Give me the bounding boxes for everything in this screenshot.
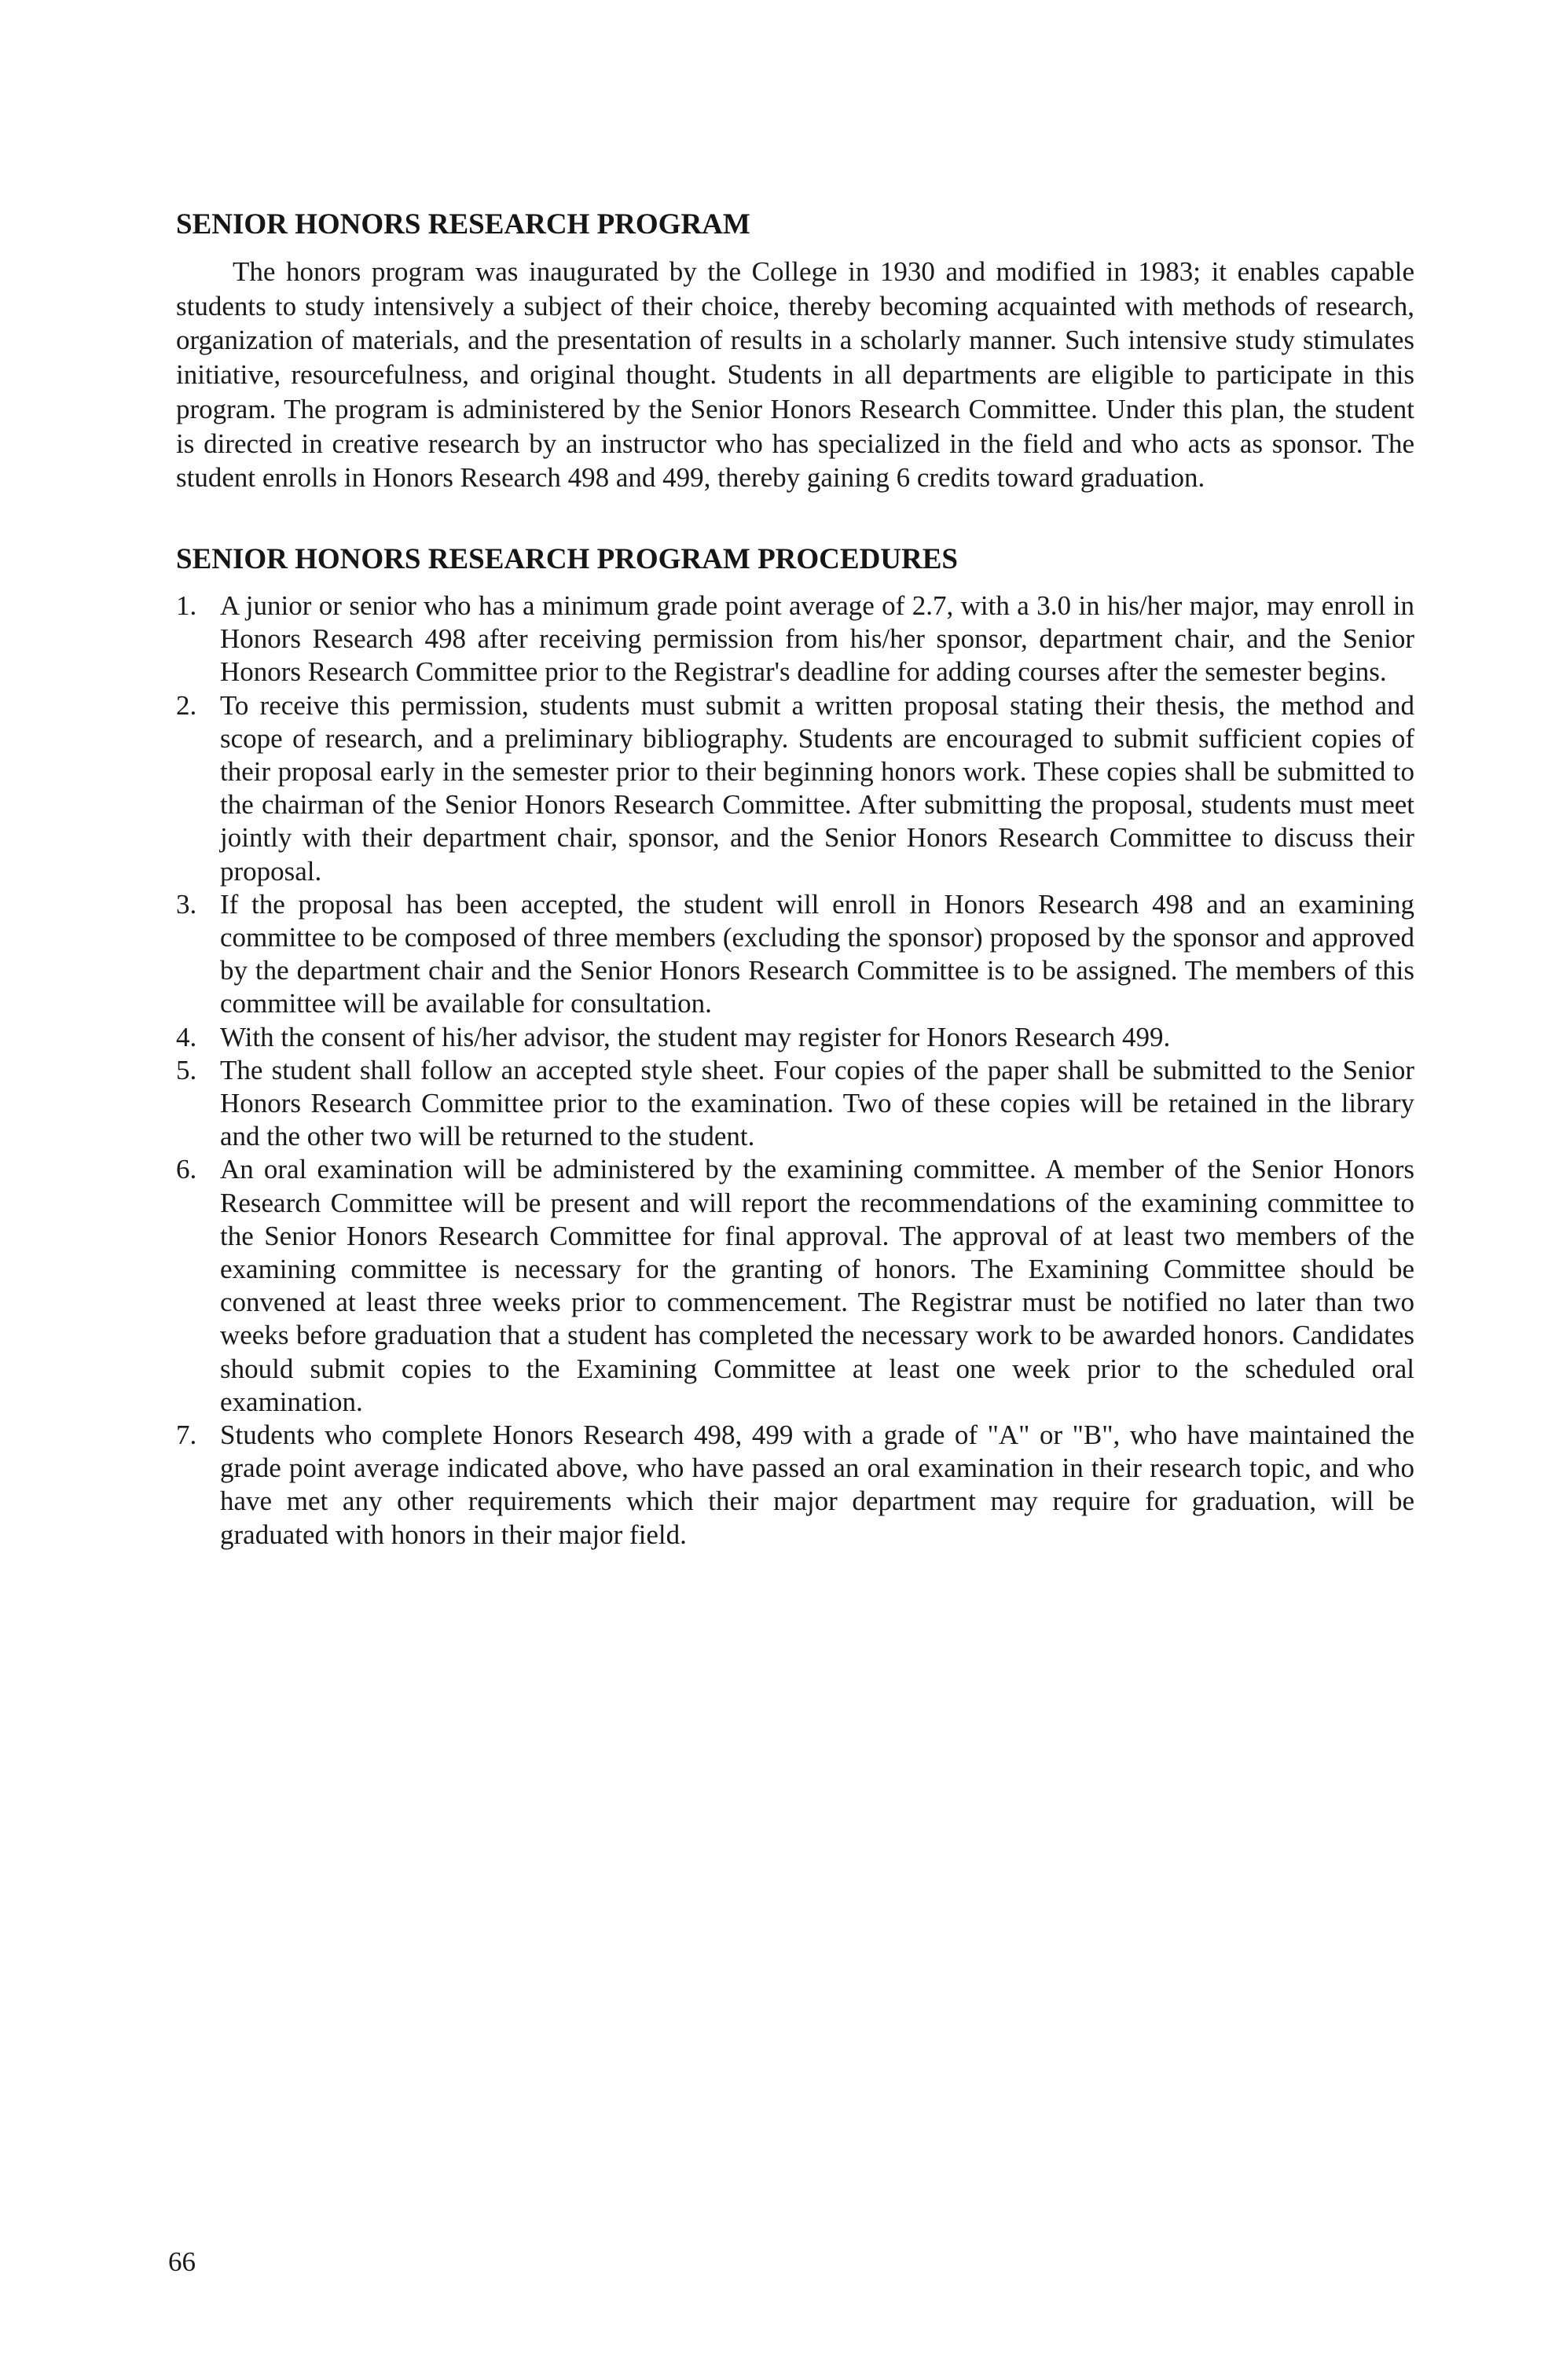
procedure-text: An oral examination will be administered by the examining committee. A member of the Senior Honors Research Committee will be present and will report the recommendations of the examining committee to the Senior Honors Research Committee for final approval. The approval of at least two members of the examining committee is necessary for the granting of honors. The Examining Committee should be convened at least three weeks prior to commencement. The Registrar must be notified no later than two weeks before graduation that a student has completed the necessary work to be awarded honors. Candidates should submit copies to the Examining Committee at least one week prior to the scheduled oral examination. — [220, 1154, 1414, 1417]
page-number: 66 — [168, 2246, 196, 2277]
procedures-list — [176, 589, 1414, 1552]
procedure-number: 3. — [176, 888, 197, 920]
procedure-text: If the proposal has been accepted, the student will enroll in Honors Research 498 and an examining committee to be composed of three members (excluding the sponsor) proposed by the sponsor and approved by the department chair and the Senior Honors Research Committee is to be assigned. The members of this committee will be available for consultation. — [220, 888, 1414, 1019]
procedure-number: 1. — [176, 589, 197, 621]
document-page — [176, 206, 1414, 1552]
procedure-text: Students who complete Honors Research 498, 499 with a grade of "A" or "B", who have maintained the grade point average indicated above, who have passed an oral examination in their research topic, and who have met any other requirements which their major department may require for graduation, will be graduated with honors in their major field. — [220, 1420, 1414, 1550]
procedure-text: To receive this permission, students must submit a written proposal stating their thesis, the method and scope of research, and a preliminary bibliography. Students are encouraged to submit sufficient copies of their proposal early in the semester prior to their beginning honors work. These copies shall be submitted to the chairman of the Senior Honors Research Committee. After submitting the proposal, students must meet jointly with their department chair, sponsor, and the Senior Honors Research Committee to discuss their proposal. — [220, 689, 1414, 887]
procedure-number: 5. — [176, 1054, 197, 1085]
procedure-item — [176, 888, 1414, 1021]
procedure-text: The student shall follow an accepted style sheet. Four copies of the paper shall be submitted to the Senior Honors Research Committee prior to the examination. Two of these copies will be retained in the library and the other two will be returned to the student. — [220, 1054, 1414, 1152]
procedure-item — [176, 1021, 1414, 1054]
procedure-item — [176, 1419, 1414, 1552]
program-description-paragraph: The honors program was inaugurated by the College in 1930 and modified in 1983; it enables capable students to study intensively a subject of their choice, thereby becoming acquainted with methods of research, organization of materials, and the presentation of results in a scholarly manner. Such intensive study stimulates initiative, resourcefulness, and original thought. Students in all departments are eligible to participate in this program. The program is administered by the Senior Honors Research Committee. Under this plan, the student is directed in creative research by an instructor who has specialized in the field and who acts as sponsor. The student enrolls in Honors Research 498 and 499, thereby gaining 6 credits toward graduation. — [176, 256, 1414, 494]
procedure-number: 6. — [176, 1154, 197, 1185]
section-heading-program: SENIOR HONORS RESEARCH PROGRAM — [176, 208, 750, 241]
procedure-item — [176, 1153, 1414, 1419]
section-heading-procedures: SENIOR HONORS RESEARCH PROGRAM PROCEDURES — [176, 542, 958, 575]
procedure-number: 4. — [176, 1021, 197, 1052]
procedure-number: 7. — [176, 1420, 197, 1450]
procedure-item — [176, 1054, 1414, 1154]
procedure-number: 2. — [176, 689, 197, 721]
procedure-text: A junior or senior who has a minimum grade point average of 2.7, with a 3.0 in his/her major, may enroll in Honors Research 498 after receiving permission from his/her sponsor, department chair, and the Senior Honors Research Committee prior to the Registrar's deadline for adding courses after the semester begins. — [220, 589, 1414, 688]
procedure-text: With the consent of his/her advisor, the student may register for Honors Research 499. — [220, 1021, 1171, 1052]
procedure-item — [176, 589, 1414, 689]
procedure-item — [176, 689, 1414, 888]
